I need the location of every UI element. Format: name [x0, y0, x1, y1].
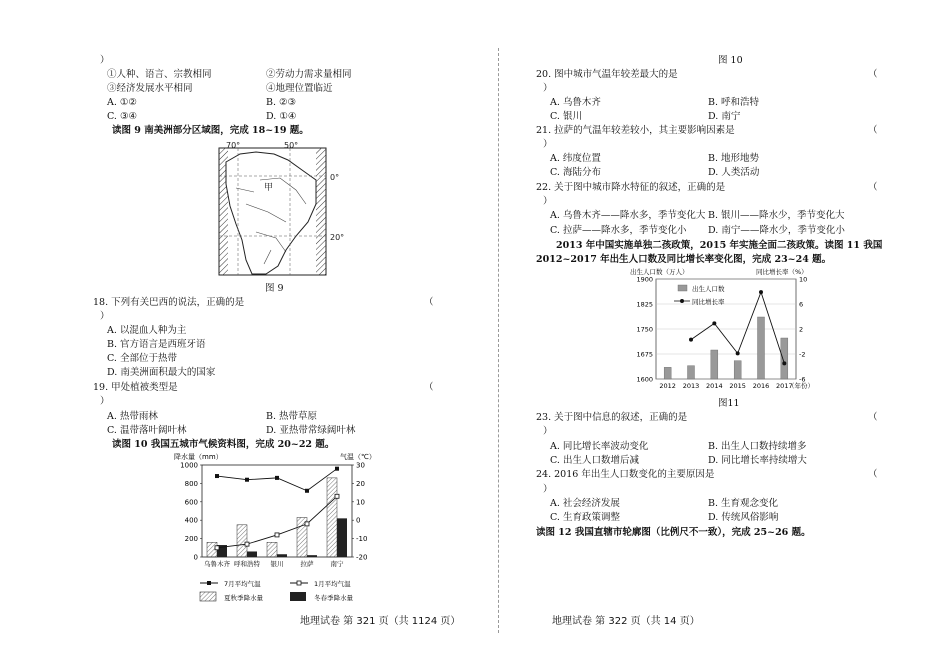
- climate-chart: [172, 451, 384, 607]
- c11-tick-label-left: 1825: [636, 300, 653, 309]
- c11-tick-label-left: 1900: [636, 275, 653, 284]
- c11-tick-label-left: 1600: [636, 375, 653, 384]
- c11-category-label: 2017: [776, 382, 793, 390]
- q23-stem: 23. 关于图中信息的叙述，正确的是: [536, 412, 688, 423]
- q19-close: ）: [100, 396, 110, 407]
- c10-point-july: [305, 489, 309, 493]
- q23-option-c: C. 出生人口数增后减: [550, 455, 639, 466]
- c11-legend-rate: 同比增长率: [692, 298, 725, 306]
- c10-point-jan: [305, 522, 309, 526]
- c11-point-rate: [689, 338, 693, 342]
- c10-bar-summer: [237, 525, 247, 557]
- c11-tick-label-left: 1750: [636, 325, 653, 334]
- c10-category-label: 银川: [270, 560, 284, 568]
- q17-tail-paren: ）: [100, 55, 110, 66]
- c11-category-label: 2014: [706, 382, 723, 390]
- c11-xlabel: （年份）: [788, 382, 814, 390]
- q17-choice-d: D. ①④: [266, 111, 297, 122]
- c10-tick-label-right: -20: [356, 553, 368, 562]
- fig11-caption: 图11: [718, 398, 740, 409]
- fig9-caption: 图 9: [265, 283, 284, 294]
- q24-close: ）: [543, 484, 553, 495]
- q24-paren: （: [868, 469, 878, 480]
- c11-tick-label-right: 6: [799, 300, 804, 309]
- intro-fig9: 读图 9 南美洲部分区域图，完成 18~19 题。: [112, 125, 309, 136]
- c10-tick-label-left: 0: [193, 553, 198, 562]
- q20-close: ）: [543, 83, 553, 94]
- c10-point-july: [215, 474, 219, 478]
- left-footer: 地理试卷 第 321 页（共 1124 页）: [300, 616, 461, 627]
- c10-tick-label-left: 600: [184, 498, 198, 507]
- q19-option-b: B. 热带草原: [266, 411, 318, 422]
- q19-option-c: C. 温带落叶阔叶林: [107, 425, 187, 436]
- c11-category-label: 2013: [682, 382, 700, 390]
- c10-ylabel-right: 气温（℃）: [340, 453, 376, 461]
- q22-option-d: D. 南宁——降水少，季节变化小: [708, 225, 845, 236]
- q23-option-d: D. 同比增长率持续增大: [708, 455, 807, 466]
- q23-option-a: A. 同比增长率波动变化: [550, 441, 649, 452]
- c11-bar: [688, 366, 695, 379]
- q22-option-b: B. 银川——降水少，季节变化大: [708, 210, 845, 221]
- south-america-map: [216, 140, 362, 277]
- c10-tick-label-left: 400: [184, 516, 198, 525]
- q21-option-d: D. 人类活动: [708, 167, 760, 178]
- fig10-caption: 图 10: [718, 55, 743, 66]
- q23-close: ）: [543, 426, 553, 437]
- c10-point-jan: [215, 546, 219, 550]
- c11-category-label: 2012: [659, 382, 676, 390]
- c11-bar: [734, 361, 741, 379]
- c11-category-label: 2015: [729, 382, 746, 390]
- c11-tick-label-right: -6: [799, 375, 806, 384]
- q21-option-b: B. 地形地势: [708, 153, 760, 164]
- q17-option-3: ③经济发展水平相同: [107, 83, 193, 94]
- q24-option-a: A. 社会经济发展: [550, 498, 620, 509]
- c11-ylabel-left: 出生人口数（万人）: [630, 268, 689, 276]
- q17-option-2: ②劳动力需求量相同: [266, 69, 352, 80]
- c10-point-jan: [245, 542, 249, 546]
- q23-option-b: B. 出生人口数持续增多: [708, 441, 807, 452]
- c10-category-label: 乌鲁木齐: [204, 560, 230, 568]
- q20-stem: 20. 图中城市气温年较差最大的是: [536, 69, 678, 80]
- c10-ylabel-left: 降水量（mm）: [174, 453, 223, 461]
- q20-option-c: C. 银川: [550, 111, 582, 122]
- q23-paren: （: [868, 412, 878, 423]
- q18-option-c: C. 全部位于热带: [107, 353, 177, 364]
- c10-tick-label-left: 800: [184, 479, 198, 488]
- q20-option-d: D. 南宁: [708, 111, 741, 122]
- c10-tick-label-right: 0: [356, 516, 361, 525]
- c10-legend-winter: 冬春季降水量: [314, 594, 353, 602]
- q21-stem: 21. 拉萨的气温年较差较小，其主要影响因素是: [536, 125, 735, 136]
- q18-option-b: B. 官方语言是西班牙语: [107, 339, 206, 350]
- birth-chart: [626, 267, 826, 395]
- c10-category-label: 南宁: [330, 560, 344, 568]
- c10-bar-summer: [267, 542, 277, 557]
- c11-bar: [758, 317, 765, 379]
- q22-paren: （: [868, 182, 878, 193]
- q22-option-c: C. 拉萨——降水多，季节变化小: [550, 225, 687, 236]
- q24-option-b: B. 生育观念变化: [708, 498, 779, 509]
- c10-category-label: 呼和浩特: [234, 560, 260, 568]
- c10-tick-label-right: 30: [356, 461, 365, 470]
- intro-fig10: 读图 10 我国五城市气候资料图，完成 20~22 题。: [112, 439, 335, 450]
- map-lon-70: 70°: [226, 141, 241, 150]
- q18-close: ）: [100, 311, 110, 322]
- q19-option-a: A. 热带雨林: [107, 411, 158, 422]
- q24-option-d: D. 传统风俗影响: [708, 512, 779, 523]
- q22-option-a: A. 乌鲁木齐——降水多，季节变化大: [550, 210, 706, 221]
- c10-tick-label-right: -10: [356, 535, 368, 544]
- intro-fig12: 读图 12 我国直辖市轮廓图（比例尺不一致），完成 25~26 题。: [536, 527, 811, 538]
- map-lat-0: 0°: [330, 173, 340, 182]
- q21-option-a: A. 纬度位置: [550, 153, 601, 164]
- c10-point-july: [335, 467, 339, 471]
- q18-stem: 18. 下列有关巴西的说法，正确的是: [93, 297, 245, 308]
- c11-bar: [711, 350, 718, 379]
- c10-category-label: 拉萨: [300, 560, 314, 568]
- q21-paren: （: [868, 125, 878, 136]
- c11-tick-label-right: 2: [799, 325, 804, 334]
- q17-option-4: ④地理位置临近: [266, 83, 333, 94]
- q21-close: ）: [543, 139, 553, 150]
- c10-bar-summer: [327, 478, 337, 557]
- c11-point-rate: [736, 351, 740, 355]
- q19-paren: （: [424, 382, 434, 393]
- intro-fig11-line2: 2012~2017 年出生人口数及同比增长率变化图，完成 23~24 题。: [536, 254, 832, 265]
- q19-option-d: D. 亚热带常绿阔叶林: [266, 425, 356, 436]
- c11-bar: [781, 338, 788, 379]
- map-lon-50: 50°: [284, 141, 299, 150]
- c10-legend-jan: 1月平均气温: [314, 580, 351, 588]
- q24-option-c: C. 生育政策调整: [550, 512, 620, 523]
- column-divider: [498, 48, 499, 633]
- c11-legend-births: 出生人口数: [692, 285, 725, 293]
- c11-point-rate: [759, 290, 763, 294]
- q22-close: ）: [543, 196, 553, 207]
- c10-point-jan: [335, 494, 339, 498]
- c10-bar-winter: [277, 554, 287, 557]
- c10-tick-label-left: 200: [184, 535, 198, 544]
- c11-tick-label-left: 1675: [636, 350, 653, 359]
- c10-point-jan: [275, 533, 279, 537]
- q18-option-a: A. 以混血人种为主: [107, 325, 187, 336]
- q20-option-b: B. 呼和浩特: [708, 97, 760, 108]
- intro-fig11-line1: 2013 年中国实施单独二孩政策，2015 年实施全面二孩政策。读图 11 我国: [556, 240, 883, 251]
- c11-ylabel-right: 同比增长率（%）: [756, 268, 808, 276]
- c10-bar-winter: [307, 555, 317, 557]
- c10-point-july: [245, 478, 249, 482]
- map-label-jia: 甲: [264, 183, 274, 193]
- c11-bar: [664, 367, 671, 379]
- c10-tick-label-right: 10: [356, 498, 365, 507]
- q20-paren: （: [868, 69, 878, 80]
- q17-choice-a: A. ①②: [107, 97, 137, 108]
- q18-paren: （: [424, 297, 434, 308]
- c10-legend-summer: 夏秋季降水量: [224, 594, 263, 602]
- q17-choice-b: B. ②③: [266, 97, 297, 108]
- c11-tick-label-right: 10: [799, 275, 808, 284]
- c10-tick-label-left: 1000: [180, 461, 198, 470]
- q17-choice-c: C. ③④: [107, 111, 138, 122]
- q18-option-d: D. 南美洲面积最大的国家: [107, 367, 216, 378]
- map-lat-20: 20°: [330, 233, 345, 242]
- c11-point-rate: [712, 321, 716, 325]
- c10-bar-winter: [337, 518, 347, 557]
- q19-stem: 19. 甲处植被类型是: [93, 382, 178, 393]
- c10-legend-july: 7月平均气温: [224, 580, 261, 588]
- c10-bar-winter: [247, 551, 257, 557]
- right-footer: 地理试卷 第 322 页（共 14 页）: [552, 616, 700, 627]
- c10-point-july: [275, 476, 279, 480]
- c10-tick-label-right: 20: [356, 479, 365, 488]
- c11-point-rate: [782, 361, 786, 365]
- c11-tick-label-right: -2: [799, 350, 806, 359]
- c11-category-label: 2016: [752, 382, 770, 390]
- q21-option-c: C. 海陆分布: [550, 167, 601, 178]
- q24-stem: 24. 2016 年出生人口数变化的主要原因是: [536, 469, 715, 480]
- q22-stem: 22. 关于图中城市降水特征的叙述，正确的是: [536, 182, 726, 193]
- q17-option-1: ①人种、语言、宗教相同: [107, 69, 212, 80]
- c10-line-jan: [217, 496, 337, 548]
- q20-option-a: A. 乌鲁木齐: [550, 97, 601, 108]
